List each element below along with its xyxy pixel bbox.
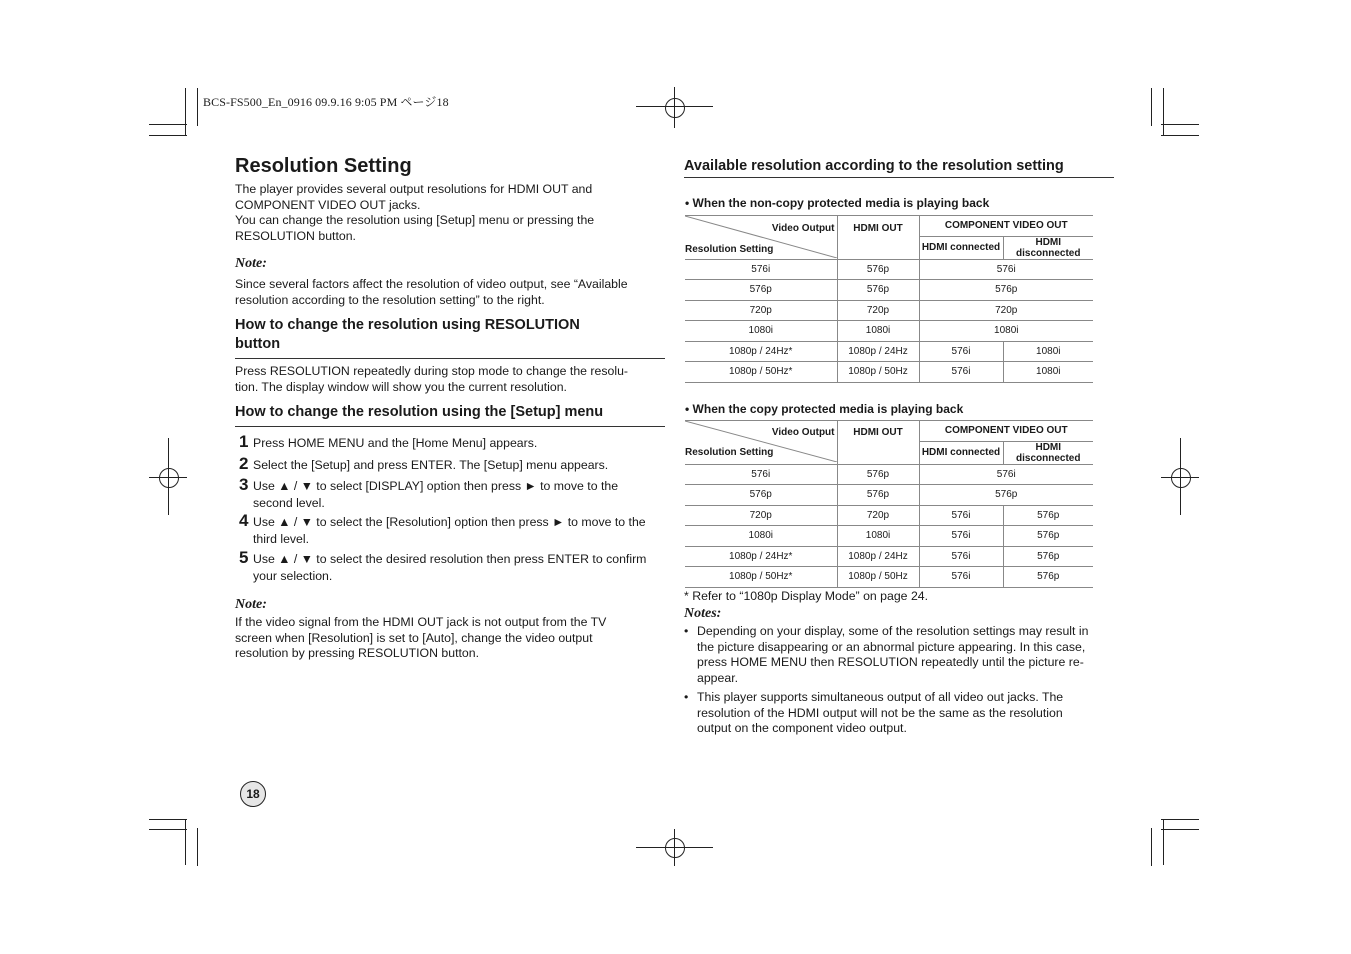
right-section-heading: Available resolution according to the resolution setting bbox=[684, 158, 1064, 174]
note-label: Note: bbox=[235, 597, 267, 612]
section-heading-resolution-button: How to change the resolution using RESOLUTION button bbox=[235, 317, 580, 352]
section-heading-setup-menu: How to change the resolution using the [Setup] menu bbox=[235, 404, 604, 420]
page-title: Resolution Setting bbox=[235, 155, 412, 177]
resolution-table-copy-protected: Video Output Resolution Setting HDMI OUT COMPONENT VIDEO OUT HDMI connected HDMI disconnected 576i 576p 576i 576p 576p 576p 720p 720p 576i 576p 1080i 1080i 576i 576p 1080p / 24Hz* 1080p / 24Hz 576i 576p 1080p / 50Hz* 1080p / 50Hz 576i 576p bbox=[685, 421, 1093, 588]
table-row: 576p 576p 576p bbox=[685, 280, 1093, 301]
table-row: 1080i 1080i 576i 576p bbox=[685, 526, 1093, 547]
step-5: 5 Use ▲ / ▼ to select the desired resolution then press ENTER to confirm your selection. bbox=[239, 548, 647, 583]
table2-caption: • When the copy protected media is playing back bbox=[685, 402, 964, 416]
table-row: 1080p / 24Hz* 1080p / 24Hz 576i 576p bbox=[685, 546, 1093, 567]
table-row: 720p 720p 576i 576p bbox=[685, 505, 1093, 526]
table-row: 576i 576p 576i bbox=[685, 259, 1093, 280]
notes-label: Notes: bbox=[684, 606, 722, 621]
resolution-table-non-copy: Video Output Resolution Setting HDMI OUT COMPONENT VIDEO OUT HDMI connected HDMI disconnected 576i 576p 576i 576p 576p 576p 720p 720p 720p 1080i 1080i 1080i 1080p / 24Hz* 1080p / 24Hz 576i 1080i 1080p / 50Hz* 1080p / 50Hz 576i 1080i bbox=[685, 216, 1093, 383]
note-label: Note: bbox=[235, 256, 267, 271]
divider bbox=[235, 358, 665, 359]
step-1: 1 Press HOME MENU and the [Home Menu] appears. bbox=[239, 432, 538, 451]
table-row: 720p 720p 720p bbox=[685, 300, 1093, 321]
divider bbox=[684, 177, 1114, 178]
note-text: If the video signal from the HDMI OUT jack is not output from the TV screen when [Resolution] is set to [Auto], change the video output resolution by pressing RESOLUTION button. bbox=[235, 615, 607, 661]
table-row: 1080p / 50Hz* 1080p / 50Hz 576i 576p bbox=[685, 567, 1093, 588]
table1-caption: • When the non-copy protected media is playing back bbox=[685, 196, 990, 210]
divider bbox=[235, 426, 665, 427]
step-2: 2 Select the [Setup] and press ENTER. The [Setup] menu appears. bbox=[239, 454, 609, 473]
step-4: 4 Use ▲ / ▼ to select the [Resolution] option then press ► to move to the third level. bbox=[239, 511, 646, 546]
step-3: 3 Use ▲ / ▼ to select [DISPLAY] option then press ► to move to the second level. bbox=[239, 475, 619, 510]
note-bullet-2: • This player supports simultaneous output of all video out jacks. The resolution of the HDMI output will not be the same as the resolution output on the component video output. bbox=[684, 690, 1064, 736]
footnote: * Refer to “1080p Display Mode” on page 24. bbox=[684, 589, 929, 603]
print-slug: BCS-FS500_En_0916 09.9.16 9:05 PM ページ18 bbox=[203, 95, 449, 109]
section-text-resolution-button: Press RESOLUTION repeatedly during stop mode to change the resolu- tion. The display window will show you the current resolution. bbox=[235, 364, 629, 394]
note-bullet-1: • Depending on your display, some of the resolution settings may result in the picture disappearing or an abnormal picture appearing. In this case, press HOME MENU then RESOLUTION repeatedly until the picture re- appear. bbox=[684, 624, 1089, 685]
header-diagonal-cell: Video Output Resolution Setting bbox=[685, 421, 837, 464]
table-row: 1080p / 24Hz* 1080p / 24Hz 576i 1080i bbox=[685, 341, 1093, 362]
intro-paragraph: The player provides several output resolutions for HDMI OUT and COMPONENT VIDEO OUT jacks. You can change the resolution using [Setup] menu or pressing the RESOLUTION button. bbox=[235, 182, 595, 243]
header-diagonal-cell: Video Output Resolution Setting bbox=[685, 216, 837, 259]
page-number: 18 bbox=[240, 781, 266, 807]
table-row: 1080p / 50Hz* 1080p / 50Hz 576i 1080i bbox=[685, 362, 1093, 383]
table-row: 576p 576p 576p bbox=[685, 485, 1093, 506]
table-row: 576i 576p 576i bbox=[685, 464, 1093, 485]
note-text: Since several factors affect the resolution of video output, see “Available resolution according to the resolution setting” to the right. bbox=[235, 277, 628, 307]
table-row: 1080i 1080i 1080i bbox=[685, 321, 1093, 342]
